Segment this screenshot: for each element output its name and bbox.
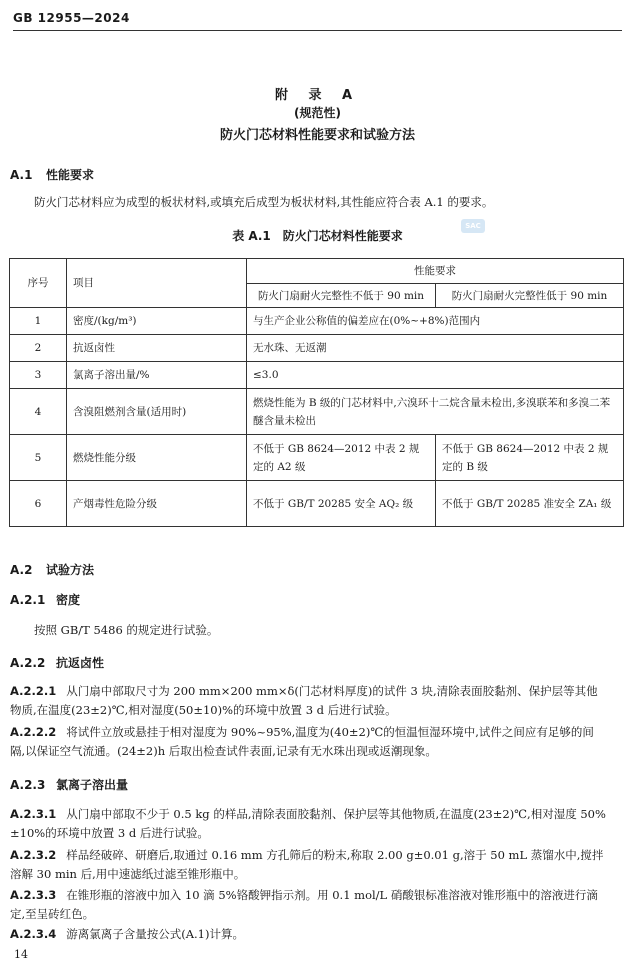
clause-text: 从门扇中部取尺寸为 200 mm×200 mm×δ(门芯材料厚度)的试件 3 块,清除表面胶黏剂、保护层等其他物质,在温度(23±2)℃,相对湿度(50±10)%的环境中放置 3 d 后进行试验。: [10, 684, 598, 717]
paragraph-a232: [10, 846, 608, 884]
table-row: [10, 481, 624, 527]
col-header-item: 项目: [67, 259, 247, 308]
table-row: [10, 435, 624, 481]
section-number: A.2.1: [10, 593, 46, 607]
cell-seq: 3: [10, 362, 67, 389]
section-number: A.1: [10, 168, 33, 182]
clause-number: A.2.3.1: [10, 807, 57, 821]
clause-number: A.2.3.4: [10, 927, 57, 941]
cell-requirement: 与生产企业公称值的偏差应在(0%~+8%)范围内: [247, 308, 624, 335]
col-header-perf-lt90: 防火门扇耐火完整性低于 90 min: [436, 284, 624, 308]
col-header-performance: 性能要求: [247, 259, 624, 284]
section-number: A.2.3: [10, 778, 46, 792]
table-row: [10, 362, 624, 389]
cell-requirement-lt90: 不低于 GB/T 20285 准安全 ZA₁ 级: [436, 481, 624, 527]
clause-number: A.2.3.2: [10, 848, 57, 862]
cell-seq: 1: [10, 308, 67, 335]
section-a22-heading: [10, 654, 104, 671]
section-a21-heading: [10, 591, 80, 608]
table-caption-number: 表 A.1: [232, 229, 271, 243]
paragraph-a222: [10, 723, 608, 761]
cell-item: 产烟毒性危险分级: [67, 481, 247, 527]
section-title: 密度: [56, 593, 81, 607]
section-a21-paragraph: 按照 GB/T 5486 的规定进行试验。: [34, 623, 219, 637]
cell-item: 密度/(kg/m³): [67, 308, 247, 335]
paragraph-a231: [10, 805, 608, 843]
cell-seq: 5: [10, 435, 67, 481]
section-a23-heading: [10, 776, 128, 793]
clause-text: 样品经破碎、研磨后,取通过 0.16 mm 方孔筛后的粉末,称取 2.00 g±0.01 g,溶于 50 mL 蒸馏水中,搅拌溶解 30 min 后,用中速滤纸过滤至锥形瓶中。: [10, 848, 604, 881]
clause-number: A.2.2.1: [10, 684, 57, 698]
clause-number: A.2.2.2: [10, 725, 57, 739]
annex-type: (规范性): [294, 106, 341, 120]
clause-text: 从门扇中部取不少于 0.5 kg 的样品,清除表面胶黏剂、保护层等其他物质,在温度(23±2)℃,相对湿度 50%±10%的环境中放置 3 d 后进行试验。: [10, 807, 606, 840]
col-header-perf-ge90: 防火门扇耐火完整性不低于 90 min: [247, 284, 436, 308]
table-row: [10, 335, 624, 362]
paragraph-a234: [10, 925, 608, 944]
table-row: [10, 308, 624, 335]
section-a2-heading: [10, 561, 94, 578]
cell-requirement: ≤3.0: [247, 362, 624, 389]
section-number: A.2: [10, 563, 33, 577]
cell-requirement: 燃烧性能为 B 级的门芯材料中,六溴环十二烷含量未检出,多溴联苯和多溴二苯醚含量未检出: [247, 389, 624, 435]
cell-item: 抗返卤性: [67, 335, 247, 362]
cell-requirement: 无水珠、无返潮: [247, 335, 624, 362]
paragraph-a233: [10, 886, 608, 924]
cell-item: 含溴阻燃剂含量(适用时): [67, 389, 247, 435]
cell-seq: 4: [10, 389, 67, 435]
clause-number: A.2.3.3: [10, 888, 57, 902]
header-rule: [13, 30, 622, 31]
col-header-seq: 序号: [10, 259, 67, 308]
table-header-row: [10, 259, 624, 284]
performance-table: [9, 258, 624, 527]
section-title: 氯离子溶出量: [56, 778, 129, 792]
annex-title: 防火门芯材料性能要求和试验方法: [219, 128, 415, 143]
standard-code: GB 12955—2024: [13, 11, 130, 25]
clause-text: 将试件立放或悬挂于相对湿度为 90%~95%,温度为(40±2)℃的恒温恒湿环境中,试件之间应有足够的间隔,以保证空气流通。(24±2)h 后取出检查试件表面,记录有无水珠出现或返潮现象。: [10, 725, 594, 758]
table-caption: [0, 227, 635, 244]
table-row: [10, 389, 624, 435]
table-caption-title: 防火门芯材料性能要求: [282, 229, 403, 243]
cell-requirement-ge90: 不低于 GB/T 20285 安全 AQ₂ 级: [247, 481, 436, 527]
page-number: 14: [14, 948, 28, 961]
cell-seq: 6: [10, 481, 67, 527]
cell-seq: 2: [10, 335, 67, 362]
section-title: 性能要求: [46, 168, 95, 182]
clause-text: 在锥形瓶的溶液中加入 10 滴 5%铬酸钾指示剂。用 0.1 mol/L 硝酸银标准溶液对锥形瓶中的溶液进行滴定,至呈砖红色。: [10, 888, 598, 921]
cell-item: 氯离子溶出量/%: [67, 362, 247, 389]
cell-requirement-ge90: 不低于 GB 8624—2012 中表 2 规定的 A2 级: [247, 435, 436, 481]
cell-requirement-lt90: 不低于 GB 8624—2012 中表 2 规定的 B 级: [436, 435, 624, 481]
cell-item: 燃烧性能分级: [67, 435, 247, 481]
section-a1-heading: [10, 166, 94, 183]
clause-text: 游离氯离子含量按公式(A.1)计算。: [66, 927, 244, 941]
annex-label: 附 录 A: [274, 88, 361, 103]
section-number: A.2.2: [10, 656, 46, 670]
sac-watermark: SAC: [461, 219, 485, 233]
paragraph-a221: [10, 682, 608, 720]
section-title: 试验方法: [46, 563, 95, 577]
section-a1-paragraph: 防火门芯材料应为成型的板状材料,或填充后成型为板状材料,其性能应符合表 A.1 的要求。: [34, 195, 494, 209]
section-title: 抗返卤性: [56, 656, 105, 670]
